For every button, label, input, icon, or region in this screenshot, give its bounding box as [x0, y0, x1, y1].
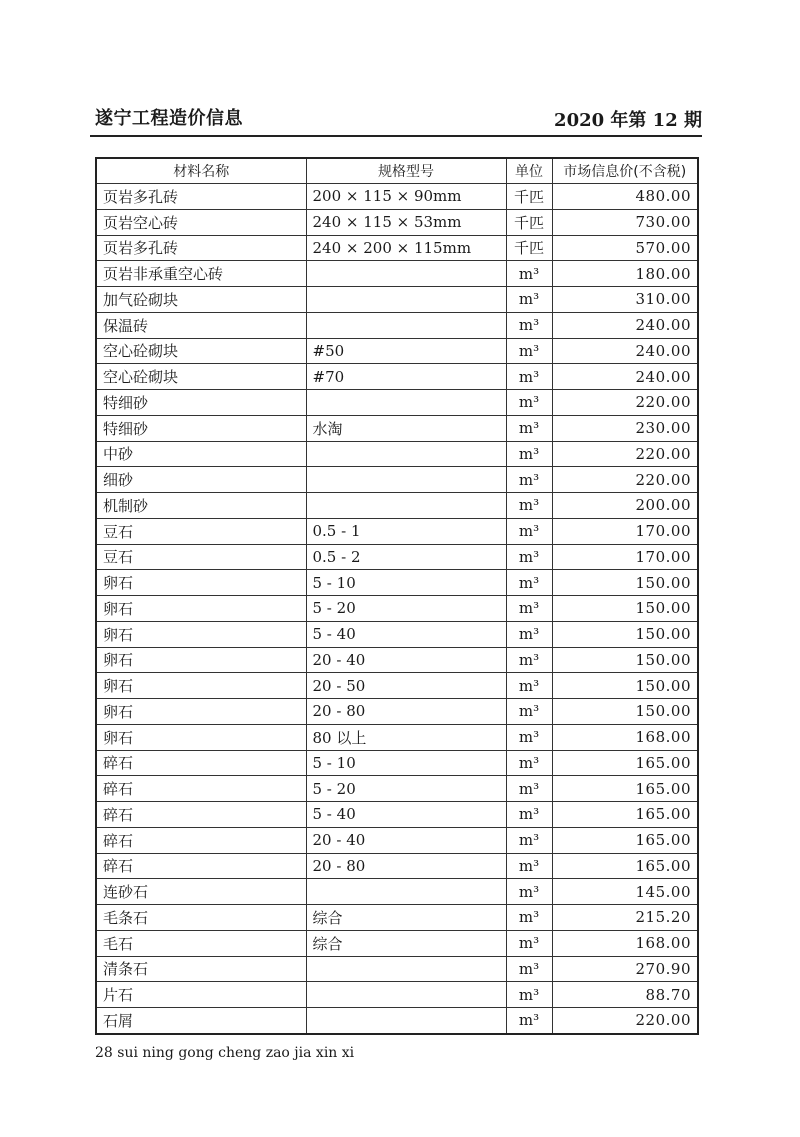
table-row	[96, 467, 698, 493]
material-name-cell: 卵石	[96, 699, 306, 725]
price-cell: 150.00	[552, 596, 698, 622]
table-row	[96, 827, 698, 853]
unit-cell: m³	[506, 518, 552, 544]
spec-cell: 5 - 10	[306, 570, 506, 596]
unit-cell: m³	[506, 750, 552, 776]
table-row	[96, 596, 698, 622]
unit-cell: m³	[506, 467, 552, 493]
price-cell: 240.00	[552, 312, 698, 338]
spec-cell: 20 - 80	[306, 699, 506, 725]
unit-cell: m³	[506, 1008, 552, 1034]
price-cell: 150.00	[552, 699, 698, 725]
price-cell: 170.00	[552, 544, 698, 570]
material-name-cell: 空心砼砌块	[96, 338, 306, 364]
unit-cell: m³	[506, 596, 552, 622]
spec-cell	[306, 441, 506, 467]
unit-cell: m³	[506, 982, 552, 1008]
table-row	[96, 776, 698, 802]
spec-cell	[306, 312, 506, 338]
price-cell: 165.00	[552, 776, 698, 802]
spec-cell: 0.5 - 2	[306, 544, 506, 570]
unit-cell: m³	[506, 699, 552, 725]
unit-cell: m³	[506, 802, 552, 828]
unit-cell: m³	[506, 312, 552, 338]
table-row	[96, 235, 698, 261]
table-row	[96, 338, 698, 364]
table-header-row	[96, 158, 698, 184]
spec-cell: 5 - 10	[306, 750, 506, 776]
material-name-cell: 碎石	[96, 853, 306, 879]
price-cell: 180.00	[552, 261, 698, 287]
table-row	[96, 673, 698, 699]
spec-cell: 240 × 115 × 53mm	[306, 209, 506, 235]
table-row	[96, 621, 698, 647]
price-cell: 240.00	[552, 338, 698, 364]
table-row	[96, 982, 698, 1008]
spec-cell: #50	[306, 338, 506, 364]
table-row	[96, 802, 698, 828]
spec-cell	[306, 982, 506, 1008]
unit-cell: m³	[506, 570, 552, 596]
price-cell: 570.00	[552, 235, 698, 261]
table-body	[96, 184, 698, 1034]
spec-cell	[306, 287, 506, 313]
table-row	[96, 184, 698, 210]
material-name-cell: 石屑	[96, 1008, 306, 1034]
unit-cell: m³	[506, 647, 552, 673]
unit-cell: m³	[506, 673, 552, 699]
price-cell: 150.00	[552, 621, 698, 647]
price-cell: 220.00	[552, 441, 698, 467]
spec-cell: 5 - 40	[306, 802, 506, 828]
price-cell: 168.00	[552, 930, 698, 956]
unit-cell: m³	[506, 261, 552, 287]
material-name-cell: 卵石	[96, 621, 306, 647]
table-row	[96, 570, 698, 596]
unit-cell: m³	[506, 364, 552, 390]
price-cell: 165.00	[552, 853, 698, 879]
price-cell: 220.00	[552, 1008, 698, 1034]
spec-cell	[306, 261, 506, 287]
unit-cell: m³	[506, 827, 552, 853]
spec-cell: 5 - 40	[306, 621, 506, 647]
unit-cell: m³	[506, 905, 552, 931]
material-name-cell: 细砂	[96, 467, 306, 493]
material-name-cell: 毛石	[96, 930, 306, 956]
material-name-cell: 碎石	[96, 750, 306, 776]
page-footer: 28 sui ning gong cheng zao jia xin xi	[95, 1045, 355, 1061]
spec-cell: #70	[306, 364, 506, 390]
table-row	[96, 544, 698, 570]
table-row	[96, 518, 698, 544]
spec-cell	[306, 493, 506, 519]
price-cell: 145.00	[552, 879, 698, 905]
material-name-cell: 机制砂	[96, 493, 306, 519]
price-cell: 270.90	[552, 956, 698, 982]
price-cell: 220.00	[552, 467, 698, 493]
table-row	[96, 209, 698, 235]
column-header-price: 市场信息价(不含税)	[552, 158, 698, 184]
material-name-cell: 特细砂	[96, 390, 306, 416]
price-cell: 310.00	[552, 287, 698, 313]
material-name-cell: 豆石	[96, 544, 306, 570]
table-row	[96, 493, 698, 519]
spec-cell: 5 - 20	[306, 596, 506, 622]
spec-cell: 水淘	[306, 415, 506, 441]
material-name-cell: 卵石	[96, 647, 306, 673]
price-cell: 170.00	[552, 518, 698, 544]
unit-cell: m³	[506, 621, 552, 647]
table-row	[96, 312, 698, 338]
table-row	[96, 390, 698, 416]
material-name-cell: 页岩多孔砖	[96, 184, 306, 210]
table-row	[96, 750, 698, 776]
unit-cell: m³	[506, 415, 552, 441]
material-name-cell: 碎石	[96, 776, 306, 802]
material-name-cell: 页岩空心砖	[96, 209, 306, 235]
column-header-spec: 规格型号	[306, 158, 506, 184]
spec-cell: 20 - 50	[306, 673, 506, 699]
unit-cell: m³	[506, 390, 552, 416]
spec-cell: 200 × 115 × 90mm	[306, 184, 506, 210]
table-row	[96, 287, 698, 313]
header-divider	[90, 135, 702, 137]
material-name-cell: 加气砼砌块	[96, 287, 306, 313]
material-name-cell: 页岩非承重空心砖	[96, 261, 306, 287]
table-row	[96, 879, 698, 905]
price-cell: 88.70	[552, 982, 698, 1008]
spec-cell: 20 - 40	[306, 827, 506, 853]
table-row	[96, 956, 698, 982]
spec-cell: 0.5 - 1	[306, 518, 506, 544]
material-name-cell: 卵石	[96, 596, 306, 622]
price-cell: 165.00	[552, 802, 698, 828]
material-name-cell: 保温砖	[96, 312, 306, 338]
price-cell: 150.00	[552, 570, 698, 596]
spec-cell: 240 × 200 × 115mm	[306, 235, 506, 261]
spec-cell: 20 - 40	[306, 647, 506, 673]
price-cell: 220.00	[552, 390, 698, 416]
issue-label: 2020 年第 12 期	[554, 110, 702, 131]
page-title: 遂宁工程造价信息	[95, 108, 243, 129]
spec-cell: 综合	[306, 930, 506, 956]
material-name-cell: 卵石	[96, 673, 306, 699]
table-row	[96, 1008, 698, 1034]
material-name-cell: 页岩多孔砖	[96, 235, 306, 261]
unit-cell: m³	[506, 879, 552, 905]
spec-cell	[306, 1008, 506, 1034]
price-table	[95, 157, 699, 1035]
table-row	[96, 930, 698, 956]
spec-cell: 5 - 20	[306, 776, 506, 802]
unit-cell: m³	[506, 544, 552, 570]
price-cell: 215.20	[552, 905, 698, 931]
price-cell: 150.00	[552, 673, 698, 699]
price-cell: 480.00	[552, 184, 698, 210]
table-row	[96, 415, 698, 441]
price-cell: 165.00	[552, 750, 698, 776]
price-cell: 200.00	[552, 493, 698, 519]
unit-cell: m³	[506, 338, 552, 364]
unit-cell: m³	[506, 956, 552, 982]
unit-cell: m³	[506, 776, 552, 802]
unit-cell: m³	[506, 853, 552, 879]
spec-cell	[306, 879, 506, 905]
material-name-cell: 毛条石	[96, 905, 306, 931]
unit-cell: m³	[506, 441, 552, 467]
table-row	[96, 905, 698, 931]
material-name-cell: 豆石	[96, 518, 306, 544]
material-name-cell: 片石	[96, 982, 306, 1008]
unit-cell: m³	[506, 287, 552, 313]
unit-cell: 千匹	[506, 209, 552, 235]
price-cell: 730.00	[552, 209, 698, 235]
spec-cell: 20 - 80	[306, 853, 506, 879]
material-name-cell: 连砂石	[96, 879, 306, 905]
table-row	[96, 853, 698, 879]
unit-cell: m³	[506, 930, 552, 956]
table-row	[96, 647, 698, 673]
table-row	[96, 724, 698, 750]
price-cell: 150.00	[552, 647, 698, 673]
material-name-cell: 中砂	[96, 441, 306, 467]
material-name-cell: 碎石	[96, 827, 306, 853]
spec-cell	[306, 956, 506, 982]
material-name-cell: 特细砂	[96, 415, 306, 441]
unit-cell: m³	[506, 724, 552, 750]
spec-cell	[306, 467, 506, 493]
material-name-cell: 卵石	[96, 724, 306, 750]
material-name-cell: 碎石	[96, 802, 306, 828]
unit-cell: 千匹	[506, 184, 552, 210]
unit-cell: m³	[506, 493, 552, 519]
price-cell: 165.00	[552, 827, 698, 853]
spec-cell	[306, 390, 506, 416]
price-cell: 230.00	[552, 415, 698, 441]
spec-cell: 80 以上	[306, 724, 506, 750]
table-row	[96, 699, 698, 725]
spec-cell: 综合	[306, 905, 506, 931]
material-name-cell: 清条石	[96, 956, 306, 982]
column-header-material-name: 材料名称	[96, 158, 306, 184]
price-cell: 240.00	[552, 364, 698, 390]
material-name-cell: 空心砼砌块	[96, 364, 306, 390]
table-row	[96, 364, 698, 390]
unit-cell: 千匹	[506, 235, 552, 261]
material-name-cell: 卵石	[96, 570, 306, 596]
table-row	[96, 261, 698, 287]
column-header-unit: 单位	[506, 158, 552, 184]
table-row	[96, 441, 698, 467]
price-cell: 168.00	[552, 724, 698, 750]
